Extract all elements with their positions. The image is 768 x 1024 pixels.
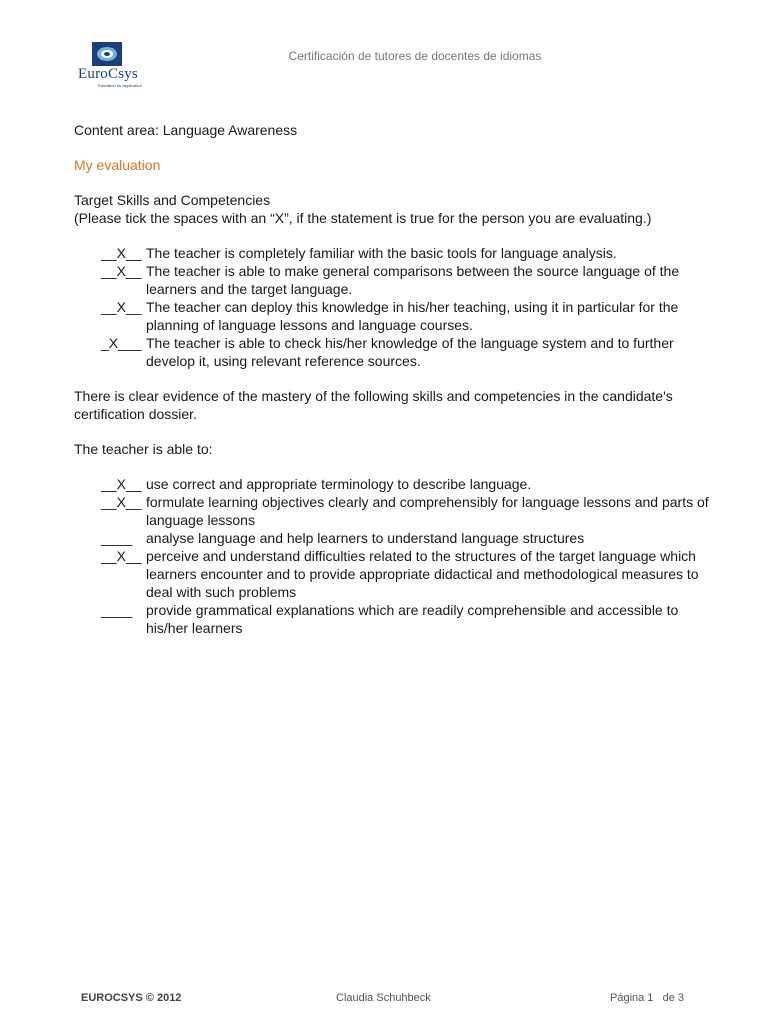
checklist-target-skills <box>74 244 714 370</box>
logo-tagline: Education for Application <box>97 83 142 88</box>
tick-mark: __X__ <box>101 494 142 510</box>
tick-mark: ____ <box>101 602 133 618</box>
tick-mark: _X___ <box>101 335 142 351</box>
statement-text: provide grammatical explanations which are readily comprehensible and accessible to his/her learners <box>146 602 679 636</box>
tick-mark: ____ <box>101 530 133 546</box>
list-item <box>74 493 714 529</box>
list-item <box>74 529 714 547</box>
tick-mark: __X__ <box>101 476 142 492</box>
list-item <box>74 298 714 334</box>
logo-text: EuroCsys <box>78 66 138 82</box>
list-item <box>74 475 714 493</box>
statement-text: The teacher can deploy this knowledge in his/her teaching, using it in particular for the planning of language lessons and language courses. <box>146 299 679 333</box>
statement-text: The teacher is completely familiar with the basic tools for language analysis. <box>146 245 617 261</box>
list-item <box>74 244 714 262</box>
tick-mark: __X__ <box>101 299 142 315</box>
statement-text: use correct and appropriate terminology to describe language. <box>146 476 532 492</box>
statement-text: perceive and understand difficulties related to the structures of the target language which learners encounter and to provide appropriate didactical and methodological measures to deal with such problems <box>146 548 699 600</box>
statement-text: analyse language and help learners to understand language structures <box>146 530 585 546</box>
list-item <box>74 601 714 637</box>
checklist-dossier-skills <box>74 475 714 637</box>
eurocsys-logo <box>74 42 142 92</box>
header-title: Certificación de tutores de docentes de idiomas <box>288 49 542 63</box>
list-item <box>74 334 714 370</box>
logo-emblem-icon <box>92 42 122 66</box>
instruction-text: (Please tick the spaces with an “X”, if the statement is true for the person you are evaluating.) <box>74 210 652 226</box>
footer-page-number: Página 1 de 3 <box>610 992 685 1004</box>
tick-mark: __X__ <box>101 548 142 564</box>
evidence-text: There is clear evidence of the mastery of the following skills and competencies in the candidate's certification dossier. <box>74 388 673 422</box>
statement-text: The teacher is able to make general comparisons between the source language of the learners and the target language. <box>146 263 680 297</box>
able-to-heading: The teacher is able to: <box>74 441 213 457</box>
tick-mark: __X__ <box>101 263 142 279</box>
statement-text: formulate learning objectives clearly and comprehensibly for language lessons and parts of language lessons <box>146 494 709 528</box>
list-item <box>74 262 714 298</box>
document-body <box>74 121 714 637</box>
content-area-heading: Content area: Language Awareness <box>74 122 298 138</box>
footer-copyright: EUROCSYS © 2012 <box>81 992 182 1004</box>
section-title: My evaluation <box>74 157 161 173</box>
statement-text: The teacher is able to check his/her knowledge of the language system and to further develop it, using relevant reference sources. <box>146 335 674 369</box>
footer-author: Claudia Schuhbeck <box>336 992 431 1004</box>
list-item <box>74 547 714 601</box>
target-skills-title: Target Skills and Competencies <box>74 192 271 208</box>
tick-mark: __X__ <box>101 245 142 261</box>
